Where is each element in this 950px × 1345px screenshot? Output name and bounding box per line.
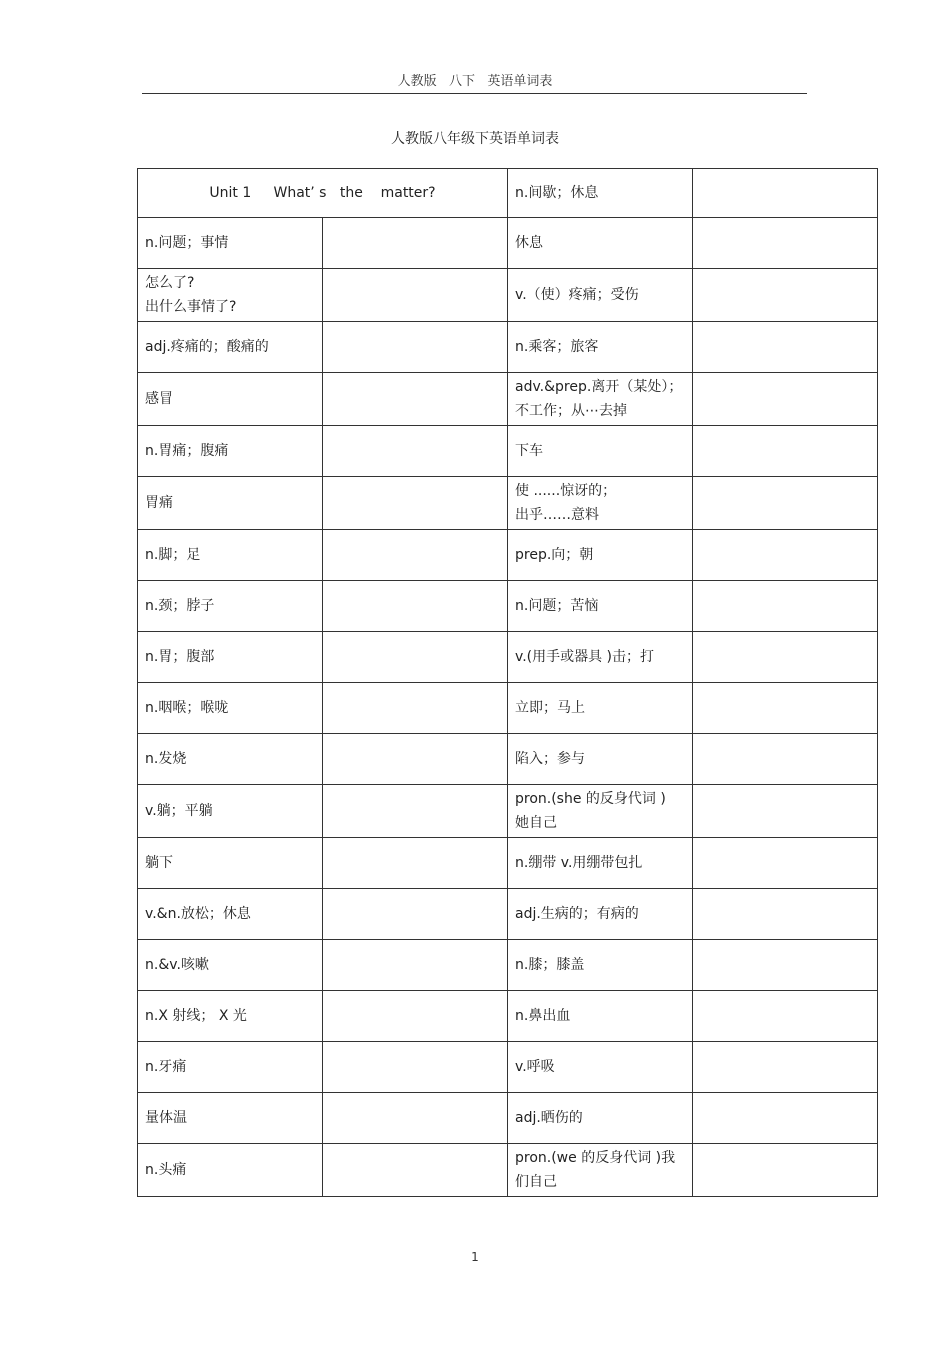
table-row (138, 991, 878, 1042)
answer-cell-right (693, 530, 878, 581)
meaning-line: adj.疼痛的；酸痛的 (145, 339, 269, 355)
meaning-line: n.问题；事情 (145, 235, 229, 251)
meaning-cell-right (508, 1144, 693, 1197)
meaning-cell-right (508, 1093, 693, 1144)
meaning-line: n.X 射线； X 光 (145, 1008, 247, 1024)
meaning-cell-right (508, 269, 693, 322)
meaning-cell-right (508, 991, 693, 1042)
meaning-cell-left (138, 530, 323, 581)
table-row (138, 838, 878, 889)
answer-cell-left (323, 426, 508, 477)
meaning-cell-right (508, 322, 693, 373)
table-row (138, 1093, 878, 1144)
meaning-cell-left (138, 785, 323, 838)
answer-cell-right (693, 477, 878, 530)
meaning-line: n.咽喉；喉咙 (145, 700, 229, 716)
meaning-cell-right (508, 530, 693, 581)
meaning-line: adj.生病的；有病的 (515, 906, 639, 922)
table-row (138, 322, 878, 373)
answer-cell-right (693, 785, 878, 838)
meaning-cell-left (138, 991, 323, 1042)
answer-cell-right (693, 1144, 878, 1197)
answer-cell-right (693, 322, 878, 373)
answer-cell-right (693, 1093, 878, 1144)
header-rule (142, 93, 807, 94)
table-row (138, 269, 878, 322)
meaning-line: pron.(we 的反身代词 )我 (515, 1150, 676, 1166)
answer-cell-left (323, 322, 508, 373)
meaning-cell-right: n.间歇；休息 (508, 169, 693, 218)
meaning-cell-left (138, 889, 323, 940)
meaning-cell-left (138, 581, 323, 632)
meaning-line: 怎么了? (145, 275, 195, 291)
meaning-line: 们自己 (515, 1174, 557, 1190)
table-row (138, 1144, 878, 1197)
answer-cell-right (693, 269, 878, 322)
answer-cell-left (323, 734, 508, 785)
meaning-cell-right (508, 581, 693, 632)
table-row (138, 477, 878, 530)
meaning-line: n.绷带 v.用绷带包扎 (515, 855, 643, 871)
answer-cell-left (323, 530, 508, 581)
meaning-line: n.胃痛；腹痛 (145, 443, 229, 459)
meaning-cell-left (138, 940, 323, 991)
answer-cell-left (323, 269, 508, 322)
answer-cell-right (693, 426, 878, 477)
table-row (138, 940, 878, 991)
table-row (138, 581, 878, 632)
answer-cell-left (323, 1144, 508, 1197)
meaning-line: n.膝；膝盖 (515, 957, 585, 973)
meaning-line: 立即；马上 (515, 700, 585, 716)
meaning-line: 她自己 (515, 815, 557, 831)
answer-cell-left (323, 1093, 508, 1144)
meaning-line: n.&v.咳嗽 (145, 957, 209, 973)
table-row (138, 683, 878, 734)
meaning-line: n.牙痛 (145, 1059, 187, 1075)
table-row-unit-heading (138, 169, 878, 218)
meaning-cell-left (138, 683, 323, 734)
meaning-cell-left (138, 632, 323, 683)
meaning-cell-left (138, 218, 323, 269)
vocabulary-table (137, 168, 878, 1197)
answer-cell-left (323, 991, 508, 1042)
answer-cell-right (693, 734, 878, 785)
meaning-line: 陷入；参与 (515, 751, 585, 767)
table-row (138, 426, 878, 477)
meaning-line: pron.(she 的反身代词 ) (515, 791, 666, 807)
page-header: 人教版 八下 英语单词表 (397, 74, 553, 89)
meaning-line: 感冒 (145, 391, 173, 407)
answer-cell-left (323, 1042, 508, 1093)
meaning-line: n.发烧 (145, 751, 187, 767)
unit-heading: Unit 1 What’ s the matter? (138, 169, 508, 218)
answer-cell-left (323, 218, 508, 269)
meaning-line: 休息 (515, 235, 543, 251)
meaning-cell-left (138, 1042, 323, 1093)
table-row (138, 218, 878, 269)
table-row (138, 734, 878, 785)
answer-cell-left (323, 373, 508, 426)
meaning-line: v.呼吸 (515, 1059, 555, 1075)
meaning-line: v.（使）疼痛；受伤 (515, 287, 639, 303)
table-row (138, 530, 878, 581)
meaning-line: v.躺；平躺 (145, 803, 213, 819)
meaning-cell-right (508, 373, 693, 426)
meaning-cell-right (508, 683, 693, 734)
meaning-cell-right (508, 632, 693, 683)
meaning-line: 下车 (515, 443, 543, 459)
meaning-line: n.脚；足 (145, 547, 201, 563)
meaning-cell-right (508, 734, 693, 785)
page-number: 1 (471, 1250, 479, 1264)
meaning-cell-left (138, 734, 323, 785)
meaning-line: adj.晒伤的 (515, 1110, 583, 1126)
answer-cell-right (693, 683, 878, 734)
meaning-cell-left (138, 322, 323, 373)
meaning-line: n.鼻出血 (515, 1008, 571, 1024)
meaning-line: v.(用手或器具 )击；打 (515, 649, 655, 665)
meaning-line: n.头痛 (145, 1162, 187, 1178)
meaning-cell-right (508, 785, 693, 838)
meaning-line: 出乎……意料 (515, 507, 599, 523)
meaning-cell-right (508, 477, 693, 530)
answer-cell-right (693, 838, 878, 889)
answer-cell-left (323, 581, 508, 632)
meaning-cell-left (138, 373, 323, 426)
meaning-line: n.乘客；旅客 (515, 339, 599, 355)
meaning-line: 使 ......惊讶的； (515, 483, 617, 499)
answer-cell-right (693, 632, 878, 683)
meaning-line: 胃痛 (145, 495, 173, 511)
meaning-line: v.&n.放松；休息 (145, 906, 251, 922)
meaning-cell-left (138, 838, 323, 889)
meaning-line: 量体温 (145, 1110, 187, 1126)
table-row (138, 785, 878, 838)
answer-cell-right (693, 581, 878, 632)
meaning-line: prep.向；朝 (515, 547, 594, 563)
answer-cell-right (693, 889, 878, 940)
answer-cell-right (693, 1042, 878, 1093)
answer-cell-left (323, 889, 508, 940)
answer-cell-right (693, 373, 878, 426)
answer-cell-left (323, 785, 508, 838)
answer-cell-left (323, 477, 508, 530)
meaning-cell-right (508, 889, 693, 940)
meaning-cell-left (138, 1144, 323, 1197)
meaning-cell-left (138, 426, 323, 477)
meaning-line: 躺下 (145, 855, 173, 871)
answer-cell-left (323, 838, 508, 889)
meaning-cell-right (508, 838, 693, 889)
meaning-cell-left (138, 1093, 323, 1144)
table-row (138, 373, 878, 426)
answer-cell-left (323, 940, 508, 991)
meaning-line: adv.&prep.离开（某处）； (515, 379, 683, 395)
meaning-cell-right (508, 1042, 693, 1093)
meaning-cell-right (508, 426, 693, 477)
table-row (138, 632, 878, 683)
meaning-line: n.胃；腹部 (145, 649, 215, 665)
meaning-cell-right (508, 218, 693, 269)
meaning-cell-right (508, 940, 693, 991)
answer-cell-left (323, 683, 508, 734)
answer-cell-right (693, 940, 878, 991)
meaning-cell-left (138, 477, 323, 530)
answer-cell-right (693, 991, 878, 1042)
meaning-cell-left (138, 269, 323, 322)
meaning-line: 出什么事情了? (145, 299, 237, 315)
answer-cell-left (323, 632, 508, 683)
table-row (138, 1042, 878, 1093)
answer-cell-right (693, 218, 878, 269)
table-row (138, 889, 878, 940)
meaning-line: 不工作；从⋯去掉 (515, 403, 627, 419)
answer-cell-right (693, 169, 878, 218)
meaning-line: n.颈；脖子 (145, 598, 215, 614)
meaning-line: n.问题；苦恼 (515, 598, 599, 614)
document-title: 人教版八年级下英语单词表 (391, 131, 559, 147)
